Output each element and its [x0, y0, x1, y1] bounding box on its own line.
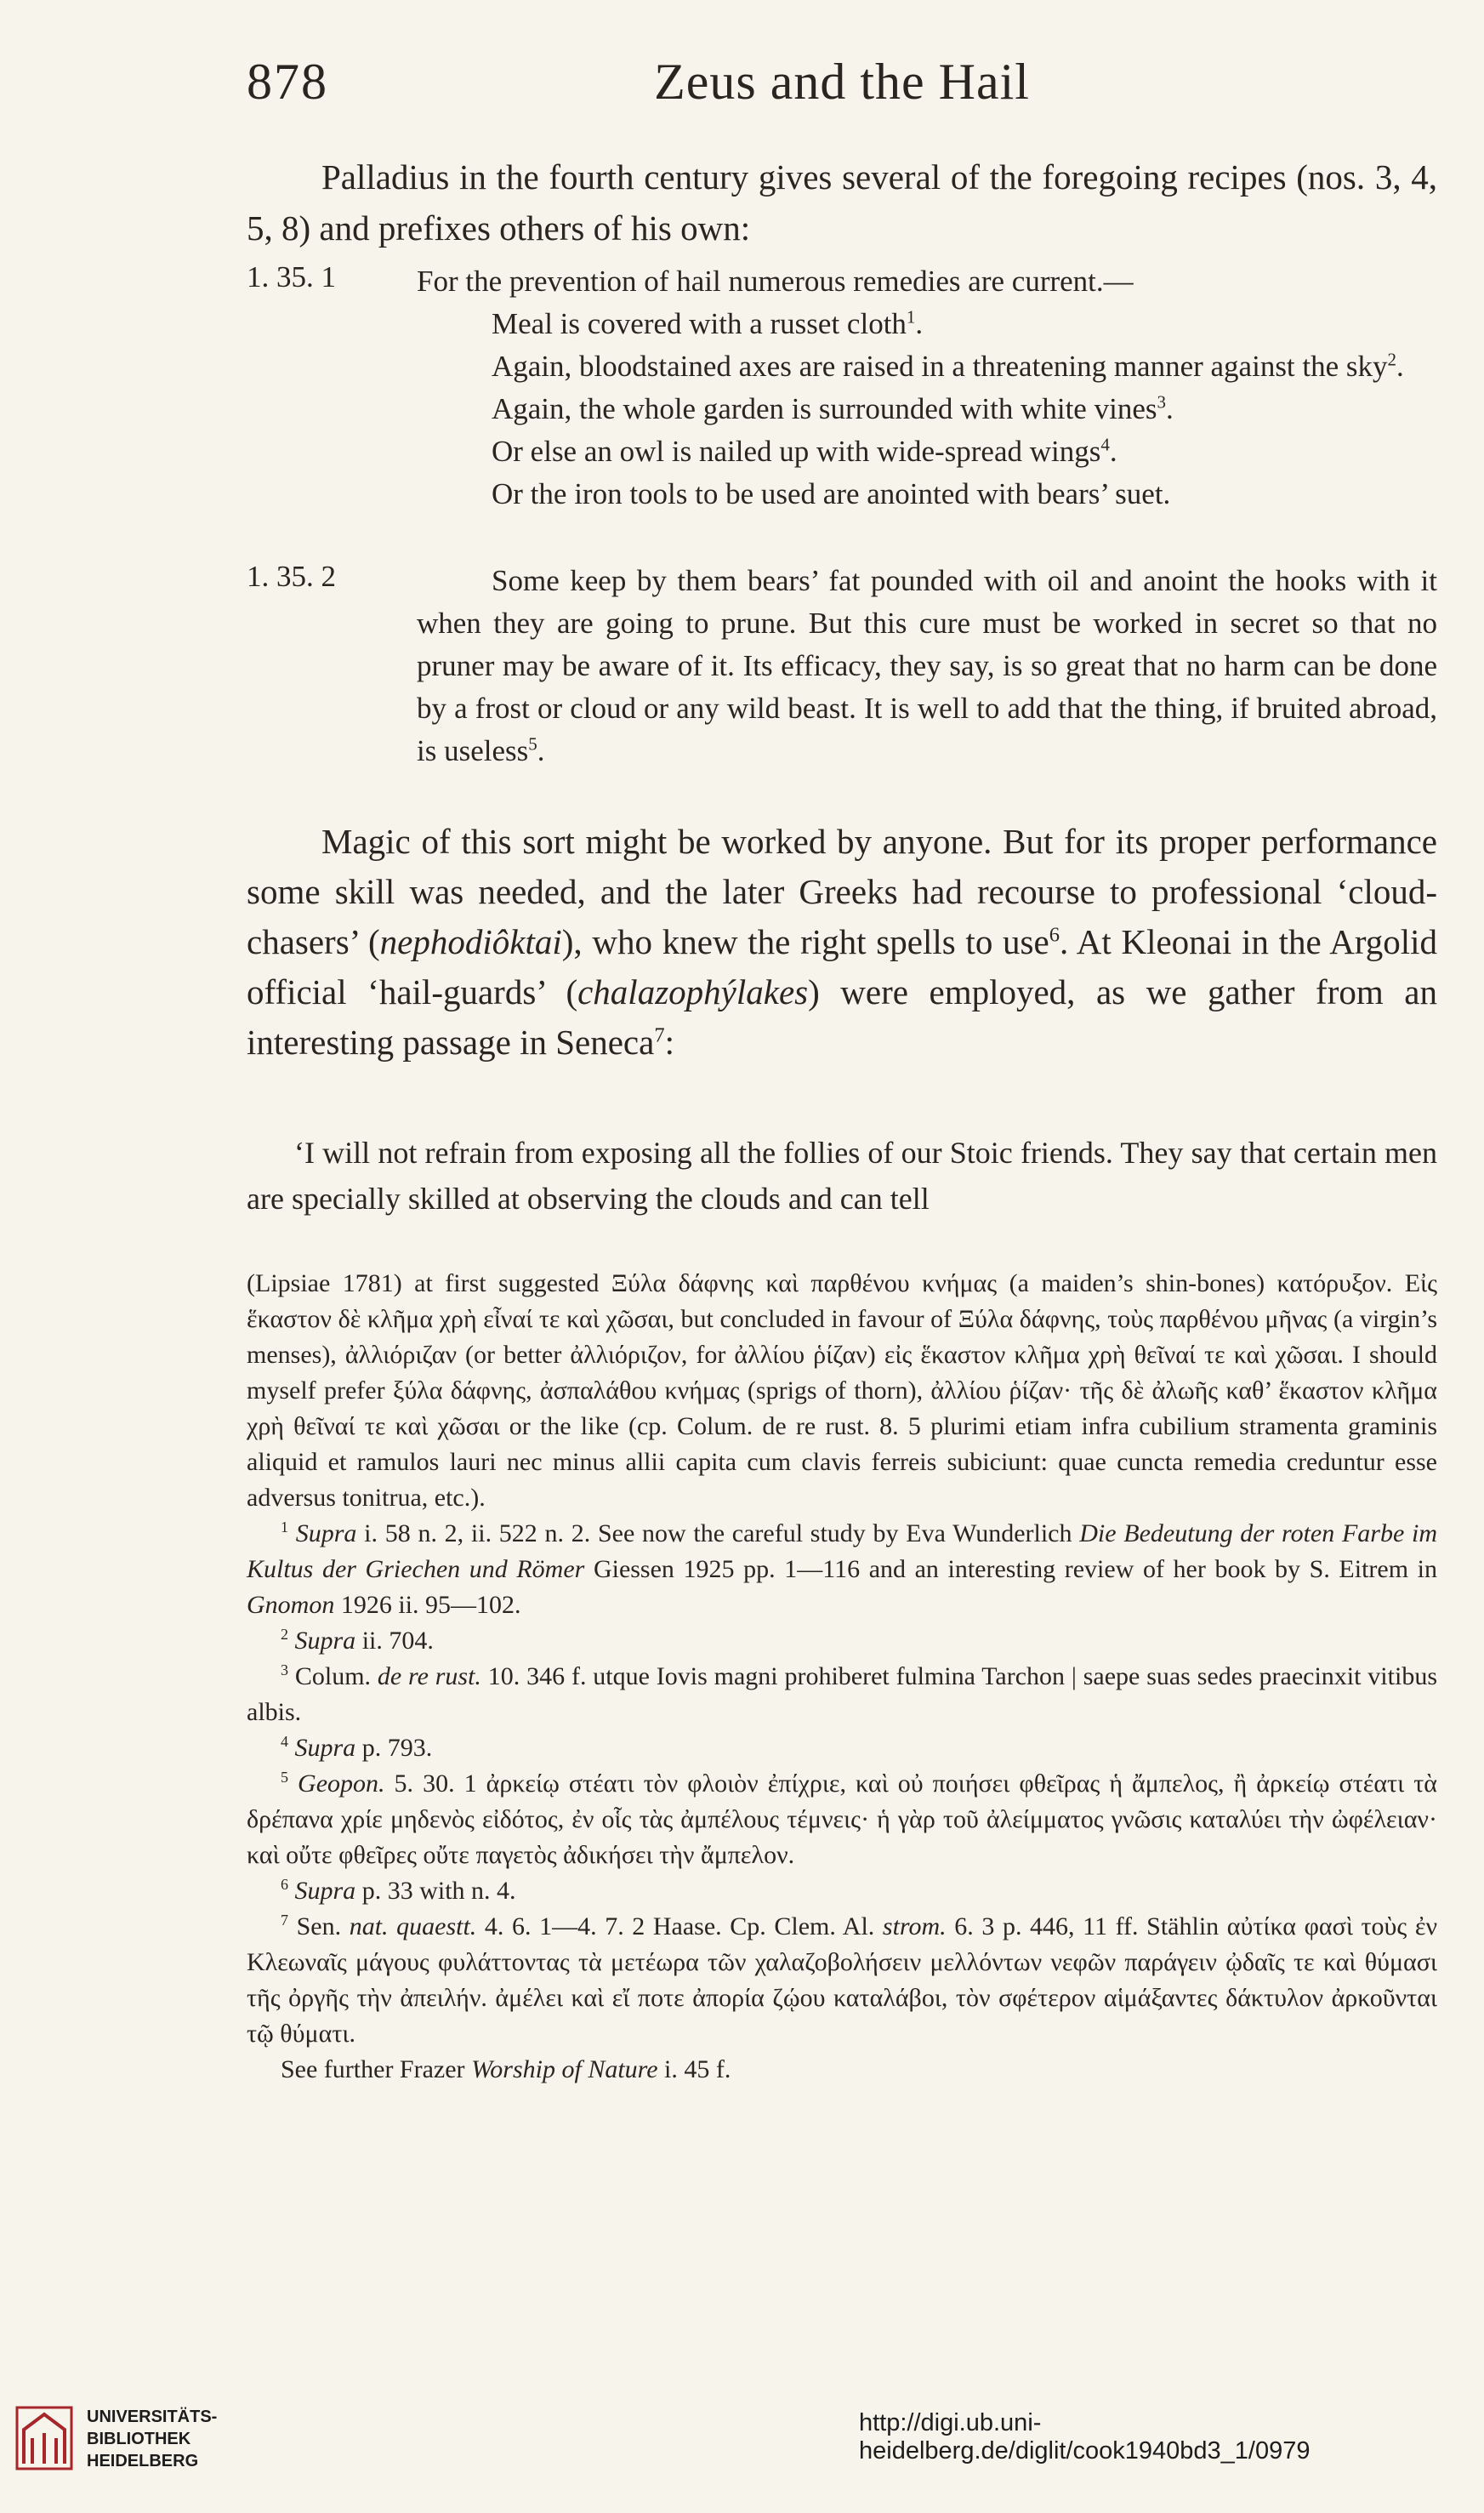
quote-reference: 1. 35. 2: [247, 560, 336, 593]
footnote-further: See further Frazer Worship of Nature i. 45 f.: [281, 2055, 731, 2083]
quote-line: Or the iron tools to be used are anointed with bears’ suet.: [492, 477, 1171, 510]
quote-line: For the prevention of hail numerous remedies are current.—: [417, 265, 1134, 298]
footnote-3: $^3$ Colum. de re rust. 10. 346 f. utque Iovis magni prohiberet fulmina Tarchon | saepe suas sedes praecinxit vitibus albis.: [247, 1661, 1437, 1726]
quote-line: Meal is covered with a russet cloth$^1$.: [492, 306, 924, 340]
footnote-2: $^2$ Supra ii. 704.: [281, 1626, 434, 1655]
palladius-quote-1: [247, 260, 1437, 550]
quote-line: Or else an owl is nailed up with wide-spread wings$^4$.: [492, 434, 1117, 468]
palladius-quote-2: [247, 560, 1437, 815]
footnote-4: $^4$ Supra p. 793.: [281, 1733, 433, 1762]
footnote-continuation: (Lipsiae 1781) at first suggested Ξύλα δάφνης καὶ παρθένου κνήμας (a maiden’s shin-bones) κατόρυξον. Εἰς ἕκαστον δὲ κλῆμα χρὴ εἶναί τε καὶ χῶσαι, but concluded in favour of Ξύλα δάφνης, τοὺς παρθένου μῆνας (a virgin’s menses), ἀλλιόριζαν (or better ἀλλιόριζον, for ἀλλίου ῥίζαν) εἰς ἕκαστον κλῆμα χρὴ θεῖναί τε καὶ χῶσαι. I should myself prefer ξύλα δάφνης, ἀσπαλάθου κνήμας (sprigs of thorn), ἀλλίου ῥίζαν· τῆς δὲ ἀλωῆς καθ’ ἕκαστον κλῆμα χρὴ θεῖναί τε καὶ χῶσαι or the like (cp. Colum. de re rust. 8. 5 plurimi etiam infra cubilium stramenta graminis aliquid et ramulos lauri nec minus allii capita cum clavis ferreis subiciunt: quae cuncta remedia creduntur esse adversus tonitrua, etc.).: [247, 1269, 1437, 1512]
greek-term: nephodiôktai: [379, 922, 562, 961]
footnote-marker: 2: [1387, 349, 1397, 370]
footnote-6: $^6$ Supra p. 33 with n. 4.: [281, 1876, 516, 1905]
footnote-marker: 3: [1157, 391, 1166, 413]
page-header: [247, 53, 1437, 121]
quote-line: Again, the whole garden is surrounded with white vines$^3$.: [492, 391, 1174, 425]
footnote-marker: 5: [528, 733, 537, 755]
footnote-7: $^7$ Sen. nat. quaestt. 4. 6. 1—4. 7. 2 Haase. Cp. Clem. Al. strom. 6. 3 p. 446, 11 ff. Stählin αὐτίκα φασὶ τοὺς ἐν Κλεωναῖς μάγους φυλάττοντας τὰ μετέωρα τῶν χαλαζοβολήσειν μελλόντων νεφῶν παράγειν ᾠδαῖς τε καὶ θύμασι τῆς ὀργῆς τὴν ἀπειλήν. ἀμέλει καὶ εἴ ποτε ἀπορία ζῴου καταλάβοι, τὸν σφέτερον αἱμάξαντες δάκτυλον ἀρκοῦνται τῷ θύματι.: [247, 1912, 1438, 2048]
intro-paragraph: Palladius in the fourth century gives several of the foregoing recipes (nos. 3, 4, 5, 8) and prefixes others of his own:: [247, 157, 1437, 248]
page-number: 878: [247, 54, 328, 110]
greek-term: chalazophýlakes: [577, 972, 809, 1011]
quote-body: [417, 560, 1437, 772]
seneca-quote: ‘I will not refrain from exposing all the follies of our Stoic friends. They say that certain men are specially skilled at observing the clouds and can tell: [247, 1136, 1437, 1216]
main-paragraph: Magic of this sort might be worked by anyone. But for its proper performance some skill was needed, and the later Greeks had recourse to professional ‘cloud-chasers’ (nephodiôktai), who knew the right spells to use$^6$. At Kleonai in the Argolid official ‘hail-guards’ (chalazophýlakes) were employed, as we gather from an interesting passage in Seneca$^7$:: [247, 822, 1438, 1062]
quote-paragraph: Some keep by them bears’ fat pounded with oil and anoint the hooks with it when they are going to prune. But this cure must be worked in secret so that no pruner may be aware of it. Its efficacy, they say, is so great that no harm can be done by a frost or cloud or any wild beast. It is well to add that the thing, if bruited abroad, is useless$^5$.: [417, 564, 1437, 767]
quote-reference: 1. 35. 1: [247, 260, 336, 293]
footnote-marker: 7: [654, 1023, 665, 1047]
running-title: Zeus and the Hail: [654, 54, 1030, 110]
footnote-1: $^1$ Supra i. 58 n. 2, ii. 522 n. 2. See now the careful study by Eva Wunderlich Die Bedeutung der roten Farbe im Kultus der Griechen und Römer Giessen 1925 pp. 1—116 and an interesting review of her book by S. Eitrem in Gnomon 1926 ii. 95—102.: [247, 1519, 1438, 1619]
library-logo: [15, 2396, 236, 2489]
source-url-link[interactable]: http://digi.ub.uni-heidelberg.de/diglit/cook1940bd3_1/0979: [859, 2409, 1311, 2465]
footnote-marker: 4: [1100, 434, 1110, 455]
library-name: UNIVERSITÄTS- BIBLIOTHEK HEIDELBERG: [87, 2408, 218, 2470]
quote-body: [417, 260, 1437, 516]
university-library-logo-icon: [15, 2404, 73, 2472]
footnote-marker: 6: [1049, 923, 1060, 947]
quote-line: Again, bloodstained axes are raised in a threatening manner against the sky$^2$.: [492, 349, 1404, 383]
footnote-5: $^5$ Geopon. 5. 30. 1 ἀρκείῳ στέατι τὸν φλοιὸν ἐπίχριε, καὶ οὐ ποιήσει φθεῖρας ἡ ἄμπελος, ἢ ἀρκείῳ στέατι τὰ δρέπανα χρίε μηδενὸς εἰδότος, ἐν οἷς τὰς ἀμπέλους τέμνεις· ἡ γὰρ τοῦ ἀλείμματος γνῶσις καταλύει τὴν ὠφέλειαν· καὶ οὔτε φθεῖρες οὔτε παγετὸς ἀδικήσει τὴν ἄμπελον.: [247, 1769, 1437, 1869]
footnotes: [247, 1266, 1437, 2088]
footnote-marker: 1: [906, 306, 916, 328]
